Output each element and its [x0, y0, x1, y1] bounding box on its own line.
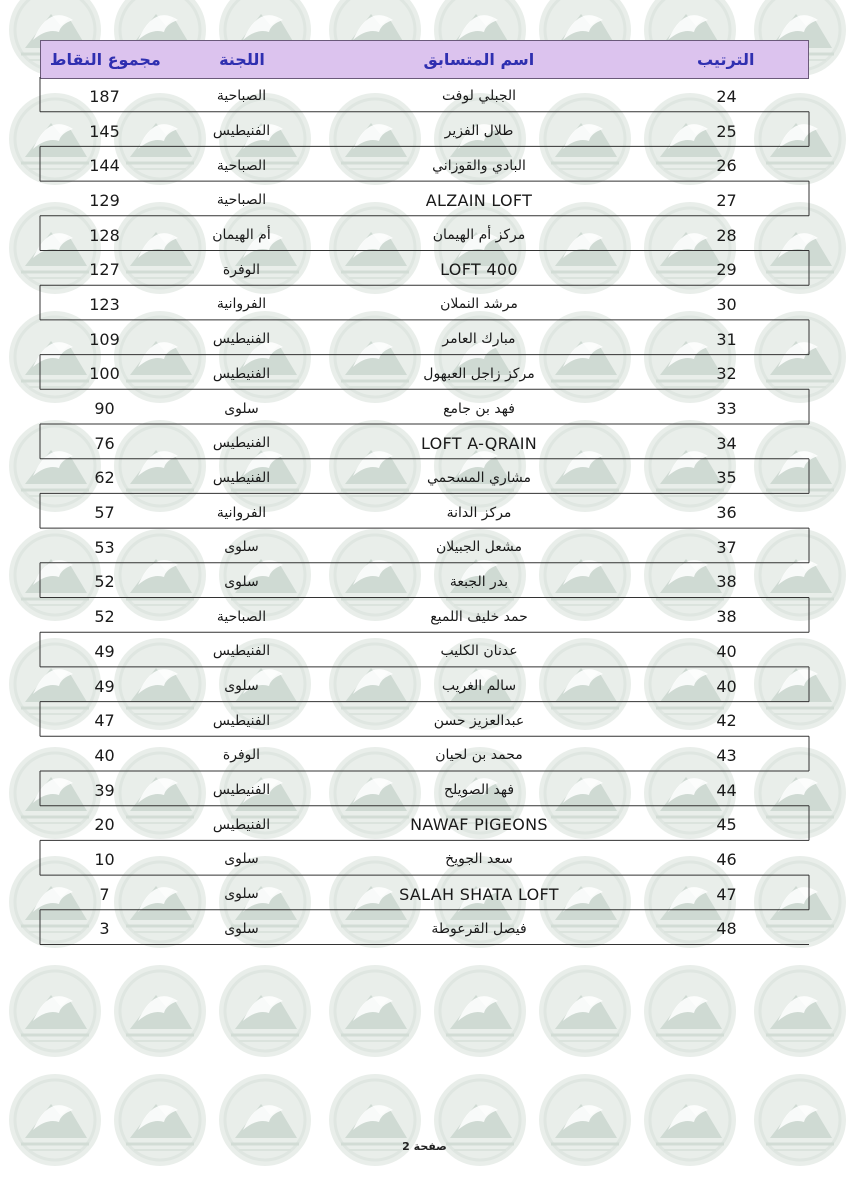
rank-cell: 42	[716, 711, 737, 731]
row-frame	[40, 424, 809, 459]
rank-cell: 38	[716, 572, 737, 592]
row-borders	[40, 77, 809, 947]
name-cell: مبارك العامر	[442, 331, 516, 348]
name-cell: عدنان الكليب	[440, 643, 518, 660]
committee-cell: الفنيطيس	[212, 712, 271, 729]
name-cell: الجبلي لوفت	[441, 88, 517, 105]
committee-cell: الفنيطيس	[212, 469, 271, 486]
points-cell: 49	[94, 676, 115, 696]
committee-cell: الفنيطيس	[212, 123, 271, 140]
points-cell: 52	[94, 607, 115, 627]
row-frame	[40, 667, 809, 702]
rank-cell: 43	[716, 745, 737, 765]
rank-cell: 37	[716, 537, 737, 557]
points-cell: 145	[89, 121, 120, 141]
rank-cell: 30	[716, 294, 737, 314]
rank-cell: 36	[716, 503, 737, 523]
rank-cell: 40	[716, 676, 737, 696]
row-frame	[40, 181, 809, 216]
points-cell: 128	[89, 225, 120, 245]
row-frame	[40, 355, 809, 390]
name-cell: فهد الصويلح	[443, 782, 515, 799]
committee-cell: الفنيطيس	[212, 331, 271, 348]
rank-cell: 38	[716, 607, 737, 627]
points-cell: 187	[89, 86, 120, 106]
row-frame	[40, 146, 809, 181]
name-cell: مرشد النملان	[440, 296, 518, 313]
committee-cell: الوفرة	[222, 747, 261, 764]
row-frame	[40, 702, 809, 737]
committee-cell: سلوى	[224, 539, 259, 556]
name-cell: LOFT A-QRAIN	[421, 433, 537, 453]
name-cell: البادي والقوزاني	[432, 157, 526, 174]
rank-cell: 44	[716, 780, 737, 800]
name-cell: سالم الغريب	[441, 678, 517, 695]
points-cell: 90	[94, 399, 115, 419]
header-points: مجموع النقاط	[49, 50, 161, 69]
watermark-logo	[539, 965, 631, 1057]
name-cell: عبدالعزيز حسن	[433, 712, 525, 729]
row-frame	[40, 840, 809, 875]
row-frame	[40, 493, 809, 528]
results-table	[40, 40, 809, 946]
committee-cell: سلوى	[224, 920, 259, 937]
name-cell: مركز أم الهيمان	[432, 227, 526, 244]
table-header	[40, 40, 809, 79]
rank-cell: 28	[716, 225, 737, 245]
committee-cell: الصباحية	[216, 157, 267, 174]
rank-cell: 26	[716, 156, 737, 176]
name-cell: مشعل الجبيلان	[435, 539, 523, 556]
committee-cell: سلوى	[224, 886, 259, 903]
committee-cell: الصباحية	[216, 192, 267, 209]
name-cell: مركز الدانة	[446, 504, 512, 521]
name-cell: بدر الجبعة	[449, 573, 509, 590]
rank-cell: 24	[716, 86, 737, 106]
committee-cell: أم الهيمان	[212, 227, 271, 244]
watermark-logo	[329, 965, 421, 1057]
points-cell: 3	[99, 919, 110, 939]
rank-cell: 25	[716, 121, 737, 141]
committee-cell: الصباحية	[216, 608, 267, 625]
header-rank: الترتيب	[696, 50, 755, 69]
header-committee: اللجنة	[219, 50, 265, 69]
committee-cell: الفروانية	[216, 504, 267, 521]
row-frame	[40, 320, 809, 355]
rank-cell: 31	[716, 329, 737, 349]
name-cell: مركز زاجل العبهول	[423, 365, 535, 382]
points-cell: 39	[94, 780, 115, 800]
row-frame	[40, 77, 809, 112]
committee-cell: سلوى	[224, 400, 259, 417]
page-number: صفحة 2	[402, 1140, 447, 1153]
name-cell: فيصل القرعوطة	[431, 920, 527, 937]
points-cell: 7	[99, 884, 110, 904]
rank-cell: 34	[716, 433, 737, 453]
points-cell: 62	[94, 468, 115, 488]
row-frame	[40, 736, 809, 771]
row-frame	[40, 389, 809, 424]
committee-cell: الفنيطيس	[212, 643, 271, 660]
points-cell: 53	[94, 537, 115, 557]
points-cell: 76	[94, 433, 115, 453]
name-cell: LOFT 400	[440, 260, 518, 280]
points-cell: 52	[94, 572, 115, 592]
rank-cell: 32	[716, 364, 737, 384]
row-frame	[40, 216, 809, 251]
rank-cell: 45	[716, 815, 737, 835]
points-cell: 123	[89, 294, 120, 314]
committee-cell: الفنيطيس	[212, 816, 271, 833]
committee-cell: الوفرة	[222, 261, 261, 278]
row-frame	[40, 806, 809, 841]
row-frame	[40, 875, 809, 910]
points-cell: 40	[94, 745, 115, 765]
points-cell: 47	[94, 711, 115, 731]
points-cell: 57	[94, 503, 115, 523]
name-cell: NAWAF PIGEONS	[410, 815, 548, 835]
row-frame	[40, 771, 809, 806]
points-cell: 100	[89, 364, 120, 384]
rank-cell: 35	[716, 468, 737, 488]
name-cell: محمد بن لحيان	[435, 747, 523, 764]
points-cell: 127	[89, 260, 120, 280]
row-frame	[40, 528, 809, 563]
watermark-logo	[754, 965, 846, 1057]
points-cell: 109	[89, 329, 120, 349]
committee-cell: الفنيطيس	[212, 435, 271, 452]
watermark-logo	[644, 965, 736, 1057]
row-frame	[40, 910, 809, 945]
rank-cell: 47	[716, 884, 737, 904]
points-cell: 49	[94, 641, 115, 661]
name-cell: ALZAIN LOFT	[425, 190, 533, 210]
points-cell: 129	[89, 190, 120, 210]
committee-cell: الفنيطيس	[212, 365, 271, 382]
rank-cell: 27	[716, 190, 737, 210]
row-frame	[40, 285, 809, 320]
name-cell: مشاري المسحمي	[427, 469, 531, 486]
rank-cell: 29	[716, 260, 737, 280]
row-frame	[40, 251, 809, 286]
row-frame	[40, 563, 809, 598]
rank-cell: 46	[716, 849, 737, 869]
rank-cell: 40	[716, 641, 737, 661]
row-frame	[40, 112, 809, 147]
name-cell: فهد بن جامع	[443, 400, 515, 417]
rank-cell: 33	[716, 399, 737, 419]
rank-cell: 48	[716, 919, 737, 939]
header-name: اسم المتسابق	[423, 50, 535, 69]
committee-cell: سلوى	[224, 573, 259, 590]
committee-cell: الفنيطيس	[212, 782, 271, 799]
name-cell: حمد خليف اللميع	[430, 608, 528, 625]
committee-cell: سلوى	[224, 851, 259, 868]
watermark-logo	[9, 965, 101, 1057]
watermark-logo	[434, 965, 526, 1057]
row-frame	[40, 459, 809, 494]
row-frame	[40, 598, 809, 633]
points-cell: 10	[94, 849, 115, 869]
points-cell: 20	[94, 815, 115, 835]
name-cell: سعد الجويخ	[445, 851, 513, 868]
committee-cell: سلوى	[224, 678, 259, 695]
watermark-logo	[114, 965, 206, 1057]
committee-cell: الصباحية	[216, 88, 267, 105]
name-cell: SALAH SHATA LOFT	[399, 884, 559, 904]
points-cell: 144	[89, 156, 120, 176]
committee-cell: الفروانية	[216, 296, 267, 313]
watermark-logo	[219, 965, 311, 1057]
row-frame	[40, 632, 809, 667]
name-cell: طلال الفزير	[444, 123, 514, 140]
